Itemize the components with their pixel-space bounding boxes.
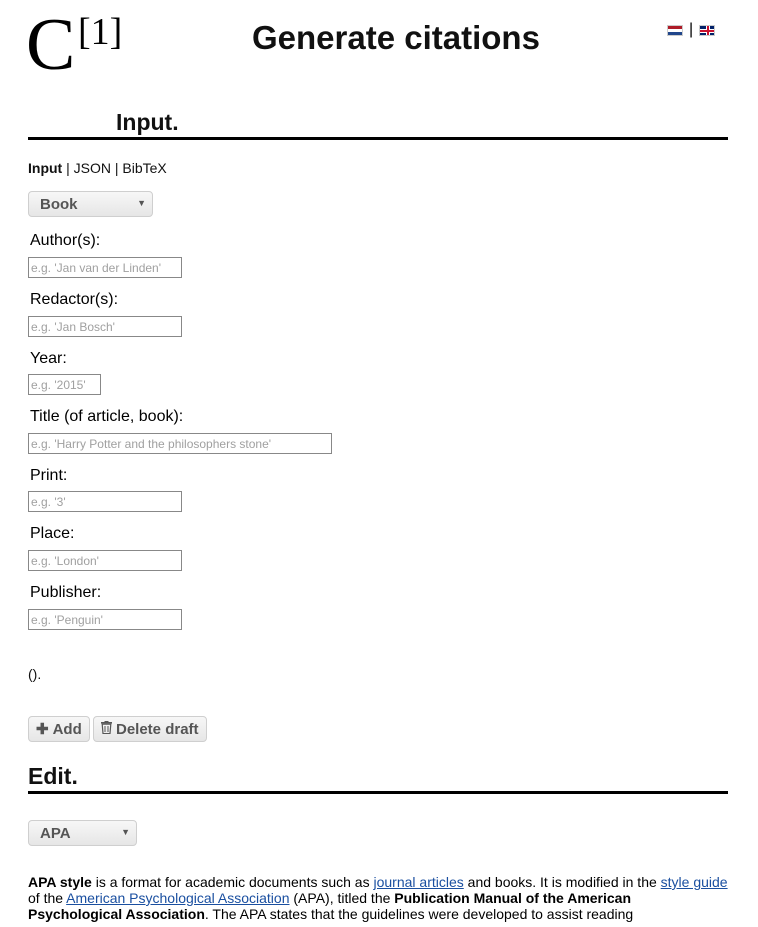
authors-input[interactable]: [28, 257, 182, 278]
delete-draft-button-label: Delete draft: [116, 720, 199, 738]
source-type-value: Book: [40, 196, 78, 213]
title-input[interactable]: [28, 433, 332, 454]
style-guide-link[interactable]: style guide: [660, 874, 728, 890]
tab-input[interactable]: Input: [28, 160, 63, 176]
publisher-input[interactable]: [28, 609, 182, 630]
add-button[interactable]: [28, 716, 90, 742]
citation-style-select[interactable]: [28, 820, 137, 846]
edit-section-divider: [28, 791, 728, 794]
citation-preview: ().: [28, 666, 42, 682]
input-section-title: Input.: [116, 109, 179, 135]
publication-manual-title: Publication Manual of the American Psychological Association: [28, 890, 632, 922]
input-mode-tabs: [28, 160, 167, 176]
add-button-label: Add: [52, 720, 82, 738]
page-title: Generate citations: [252, 19, 540, 56]
authors-label: Author(s):: [30, 232, 101, 249]
trash-icon: [101, 721, 112, 738]
tab-json[interactable]: JSON: [73, 160, 111, 176]
apa-style-term: APA style: [28, 874, 92, 890]
plus-icon: ✚: [36, 721, 49, 738]
tab-bibtex[interactable]: BibTeX: [122, 160, 167, 176]
place-label: Place:: [30, 525, 75, 542]
source-type-select[interactable]: [28, 191, 153, 217]
edit-section-title: Edit.: [28, 763, 78, 789]
place-input[interactable]: [28, 550, 182, 571]
language-switcher: [667, 22, 715, 38]
uk-flag-icon[interactable]: [699, 25, 715, 36]
chevron-down-icon: ▼: [121, 827, 130, 837]
print-label: Print:: [30, 467, 68, 484]
redactors-label: Redactor(s):: [30, 291, 119, 308]
citation-style-value: APA: [40, 825, 71, 842]
year-input[interactable]: [28, 374, 101, 395]
language-separator: |: [689, 21, 694, 38]
input-section-divider: [28, 137, 728, 140]
apa-link[interactable]: American Psychological Association: [66, 890, 290, 906]
tab-separator: |: [110, 160, 123, 176]
print-input[interactable]: [28, 491, 182, 512]
publisher-label: Publisher:: [30, 584, 102, 601]
logo-letter: C: [26, 4, 76, 86]
journal-articles-link[interactable]: journal articles: [373, 874, 464, 890]
logo-reference-mark: [1]: [78, 11, 123, 53]
year-label: Year:: [30, 350, 67, 367]
tab-separator: |: [62, 160, 74, 176]
title-label: Title (of article, book):: [30, 408, 184, 425]
chevron-down-icon: ▼: [137, 198, 146, 208]
dutch-flag-icon[interactable]: [667, 25, 683, 36]
redactors-input[interactable]: [28, 316, 182, 337]
apa-description: APA style is a format for academic documents such as journal articles and books. It is modified in the style guide of the American Psychological Association (APA), titled the Publication Manual of the American Psychological Association. The APA states that the guidelines were developed to assist reading: [28, 874, 728, 922]
delete-draft-button[interactable]: [93, 716, 207, 742]
